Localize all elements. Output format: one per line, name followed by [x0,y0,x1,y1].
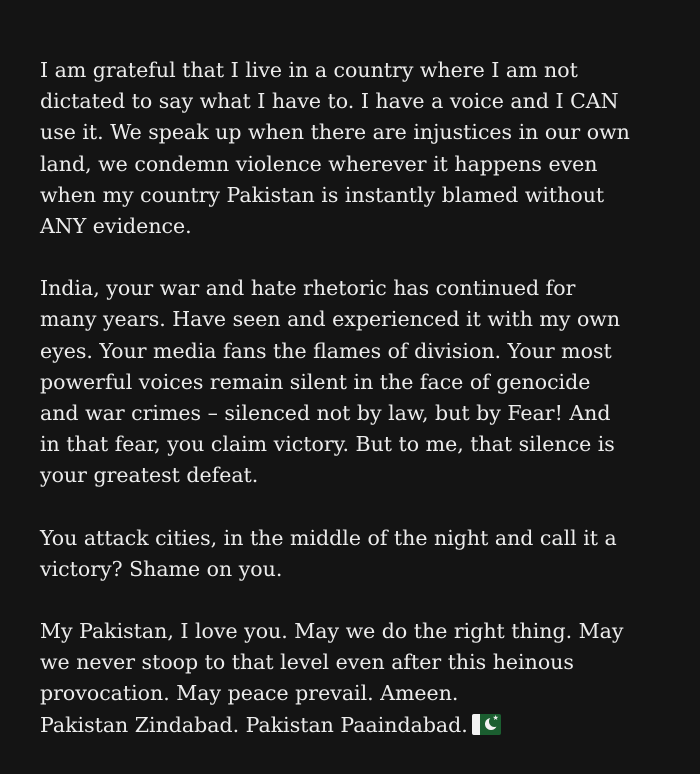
text-line: powerful voices remain silent in the face of genocide [40,369,591,394]
paragraph-3 [40,523,680,585]
text-line: eyes. Your media fans the flames of division. Your most [40,338,612,363]
text-line-with-flag [40,710,680,741]
text-line: victory? Shame on you. [40,556,283,581]
text-line: dictated to say what I have to. I have a voice and I CAN [40,89,619,114]
text-line: ANY evidence. [40,214,192,239]
text-line: we never stoop to that level even after this heinous [40,650,574,675]
closing-line: Pakistan Zindabad. Pakistan Paaindabad. [40,712,468,737]
text-line: land, we condemn violence wherever it happens even [40,151,598,176]
post-text [40,55,680,772]
text-line: use it. We speak up when there are injustices in our own [40,120,630,145]
text-line: I am grateful that I live in a country where I am not [40,58,578,82]
text-line: My Pakistan, I love you. May we do the right thing. May [40,619,624,644]
pakistan-flag-icon [472,714,501,735]
text-line: You attack cities, in the middle of the night and call it a [40,525,617,550]
text-line: your greatest defeat. [40,463,259,488]
text-line: provocation. May peace prevail. Ameen. [40,681,459,706]
paragraph-1 [40,55,680,242]
star-icon: ★ [492,713,499,722]
text-line: India, your war and hate rhetoric has continued for [40,276,576,301]
text-line: when my country Pakistan is instantly blamed without [40,182,605,207]
text-line: many years. Have seen and experienced it with my own [40,307,621,332]
text-line: in that fear, you claim victory. But to me, that silence is [40,432,615,457]
text-line: and war crimes – silenced not by law, but by Fear! And [40,401,611,426]
paragraph-4 [40,616,680,741]
paragraph-2 [40,273,680,491]
